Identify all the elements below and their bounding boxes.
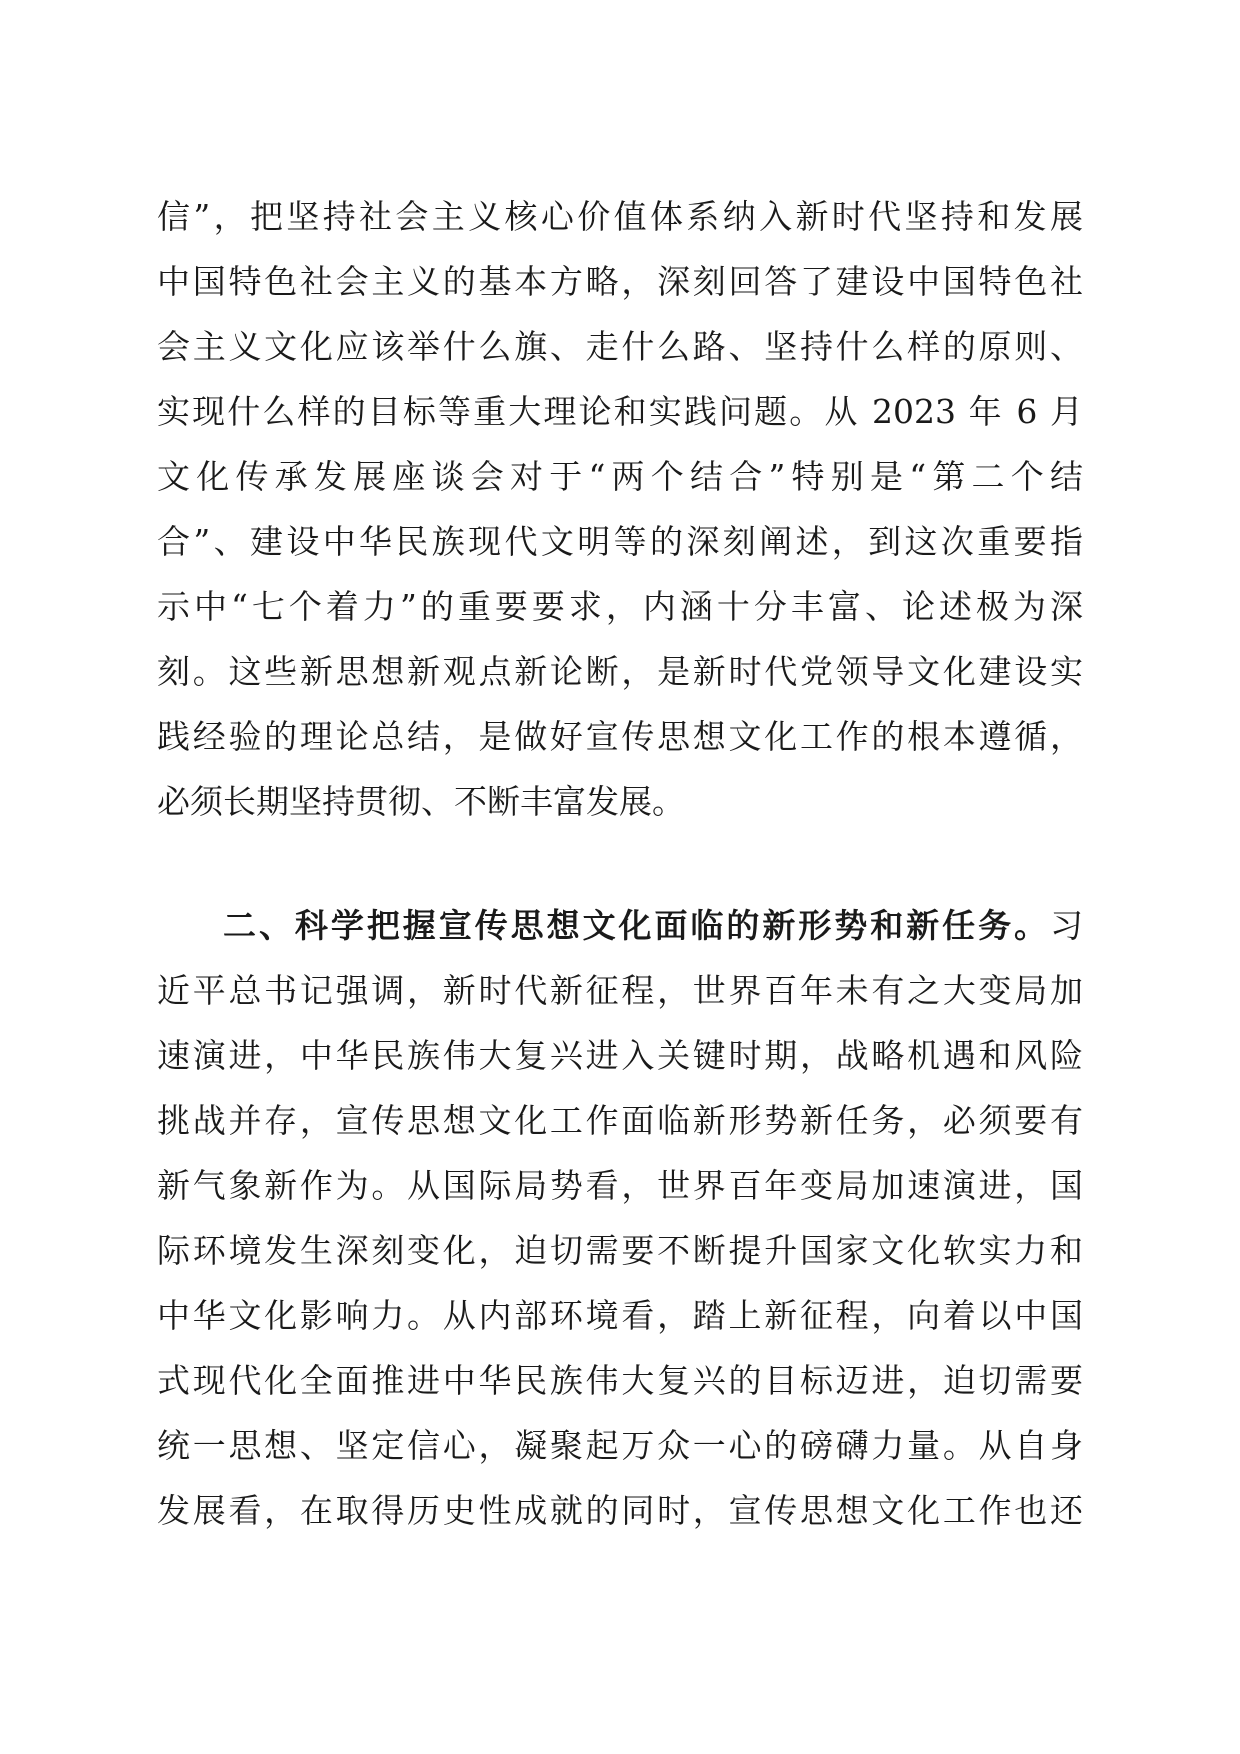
paragraph-2-line: 速演进，中华民族伟大复兴进入关键时期，战略机遇和风险 bbox=[157, 1036, 1083, 1075]
paragraph-1-line: 中国特色社会主义的基本方略，深刻回答了建设中国特色社 bbox=[157, 262, 1083, 301]
paragraph-2-line: 中华文化影响力。从内部环境看，踏上新征程，向着以中国 bbox=[157, 1296, 1083, 1335]
paragraph-1-line: 文化传承发展座谈会对于“两个结合”特别是“第二个结 bbox=[157, 457, 1083, 496]
paragraph-1-line: 践经验的理论总结，是做好宣传思想文化工作的根本遵循， bbox=[157, 717, 1083, 756]
paragraph-1-line: 信”，把坚持社会主义核心价值体系纳入新时代坚持和发展 bbox=[157, 197, 1083, 236]
paragraph-2-line: 挑战并存，宣传思想文化工作面临新形势新任务，必须要有 bbox=[157, 1101, 1083, 1140]
paragraph-1-line: 示中“七个着力”的重要要求，内涵十分丰富、论述极为深 bbox=[157, 587, 1083, 626]
paragraph-2-line: 近平总书记强调，新时代新征程，世界百年未有之大变局加 bbox=[157, 971, 1083, 1010]
paragraph-2-line: 式现代化全面推进中华民族伟大复兴的目标迈进，迫切需要 bbox=[157, 1361, 1083, 1400]
paragraph-1-line: 会主义文化应该举什么旗、走什么路、坚持什么样的原则、 bbox=[157, 327, 1083, 366]
section-heading: 二、科学把握宣传思想文化面临的新形势和新任务。 bbox=[223, 906, 1050, 945]
paragraph-2 bbox=[157, 893, 1083, 1543]
paragraph-2-first-line-rest: 习 bbox=[1050, 906, 1083, 945]
paragraph-1-line: 刻。这些新思想新观点新论断，是新时代党领导文化建设实 bbox=[157, 652, 1083, 691]
paragraph-1-line: 实现什么样的目标等重大理论和实践问题。从 2023 年 6 月 bbox=[157, 392, 1083, 431]
paragraph-2-first-line bbox=[157, 893, 1083, 958]
paragraph-1-line: 必须长期坚持贯彻、不断丰富发展。 bbox=[157, 782, 685, 821]
paragraph-2-line: 际环境发生深刻变化，迫切需要不断提升国家文化软实力和 bbox=[157, 1231, 1083, 1270]
paragraph-1-line: 合”、建设中华民族现代文明等的深刻阐述，到这次重要指 bbox=[157, 522, 1083, 561]
paragraph-2-line: 统一思想、坚定信心，凝聚起万众一心的磅礴力量。从自身 bbox=[157, 1426, 1083, 1465]
paragraph-1 bbox=[157, 184, 1083, 834]
paragraph-2-line: 发展看，在取得历史性成就的同时，宣传思想文化工作也还 bbox=[157, 1491, 1083, 1530]
paragraph-2-line: 新气象新作为。从国际局势看，世界百年变局加速演进，国 bbox=[157, 1166, 1083, 1205]
